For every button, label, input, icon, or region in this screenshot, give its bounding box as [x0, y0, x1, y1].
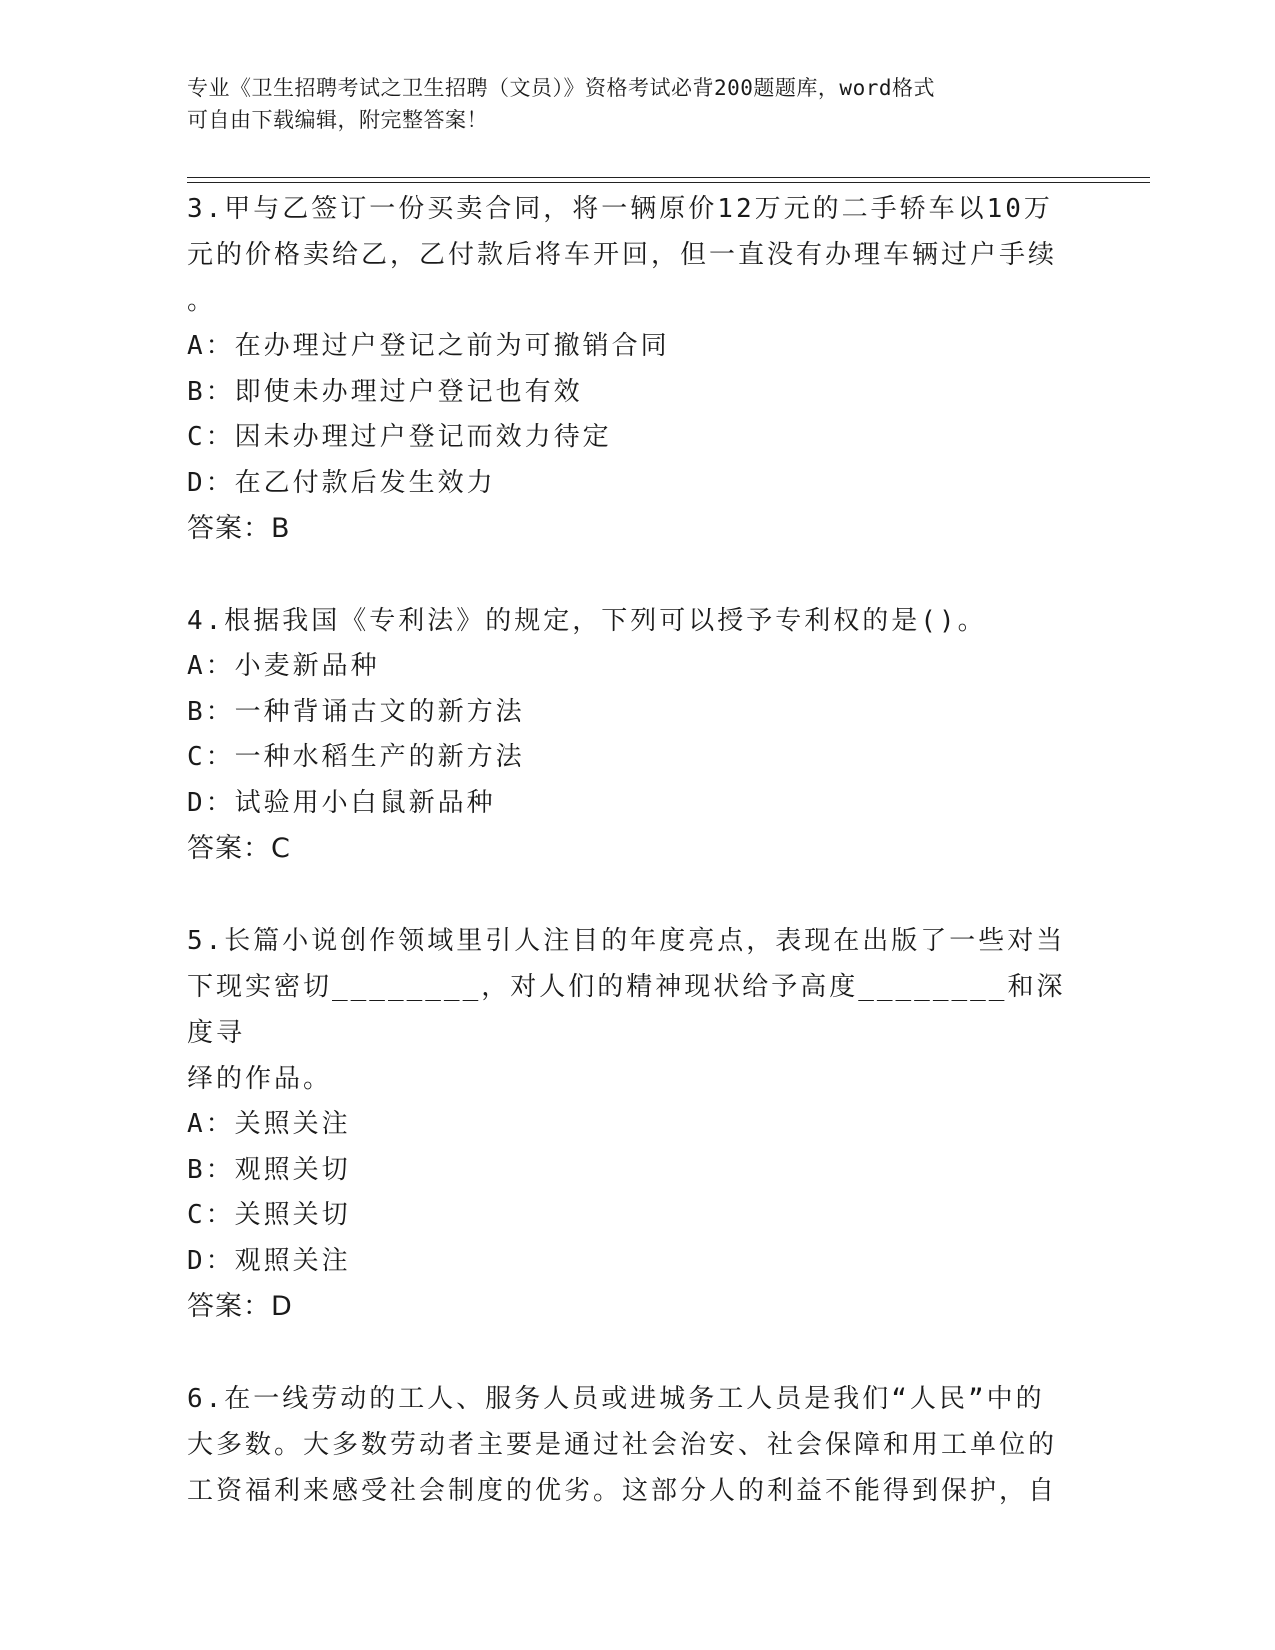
option-d: D：观照关注	[187, 1245, 351, 1276]
stem-line: 绎的作品。	[187, 1064, 333, 1094]
question-stem	[187, 918, 1077, 1102]
stem-line: 6.在一线劳动的工人、服务人员或进城务工人员是我们“人民”中的	[187, 1384, 1045, 1414]
option-b: B：一种背诵古文的新方法	[187, 696, 525, 727]
document-header	[187, 72, 1077, 136]
header-divider-top	[187, 177, 1150, 178]
option-a: A：关照关注	[187, 1109, 351, 1139]
answer-label: 答案：C	[187, 833, 291, 864]
question-list	[187, 186, 1077, 1514]
answer-label: 答案：B	[187, 513, 291, 544]
question-stem	[187, 1376, 1077, 1514]
option-c: C：关照关切	[187, 1200, 351, 1230]
question-5	[187, 918, 1077, 1330]
question-3	[187, 186, 1077, 552]
stem-line: 元的价格卖给乙，乙付款后将车开回，但一直没有办理车辆过户手续	[187, 240, 1058, 270]
option-d: D：试验用小白鼠新品种	[187, 787, 496, 818]
header-divider-bottom	[187, 182, 1150, 183]
option-a: A：小麦新品种	[187, 651, 380, 681]
header-line-1: 专业《卫生招聘考试之卫生招聘（文员）》资格考试必背200题题库，word格式	[187, 76, 935, 100]
question-stem	[187, 598, 1077, 644]
answer-label: 答案：D	[187, 1291, 293, 1322]
question-spacer	[187, 1330, 1077, 1376]
stem-line: 3.甲与乙签订一份买卖合同，将一辆原价12万元的二手轿车以10万	[187, 194, 1053, 224]
option-a: A：在办理过户登记之前为可撤销合同	[187, 331, 670, 361]
option-b: B：观照关切	[187, 1154, 351, 1185]
question-6	[187, 1376, 1077, 1514]
question-spacer	[187, 872, 1077, 918]
option-c: C：因未办理过户登记而效力待定	[187, 422, 612, 452]
stem-line: 5.长篇小说创作领域里引人注目的年度亮点，表现在出版了一些对当	[187, 926, 1066, 956]
option-c: C：一种水稻生产的新方法	[187, 742, 525, 772]
option-d: D：在乙付款后发生效力	[187, 467, 496, 498]
stem-line: 下现实密切________，对人们的精神现状给予高度________和深度寻	[187, 972, 1066, 1048]
stem-line: 大多数。大多数劳动者主要是通过社会治安、社会保障和用工单位的	[187, 1430, 1058, 1460]
stem-line: 工资福利来感受社会制度的优劣。这部分人的利益不能得到保护，自	[187, 1476, 1058, 1506]
question-4	[187, 598, 1077, 872]
stem-line: 。	[187, 286, 217, 316]
question-stem	[187, 186, 1077, 324]
stem-line: 4.根据我国《专利法》的规定，下列可以授予专利权的是()。	[187, 606, 987, 636]
header-line-2: 可自由下载编辑，附完整答案！	[187, 108, 488, 132]
question-spacer	[187, 552, 1077, 598]
option-b: B：即使未办理过户登记也有效	[187, 376, 583, 407]
